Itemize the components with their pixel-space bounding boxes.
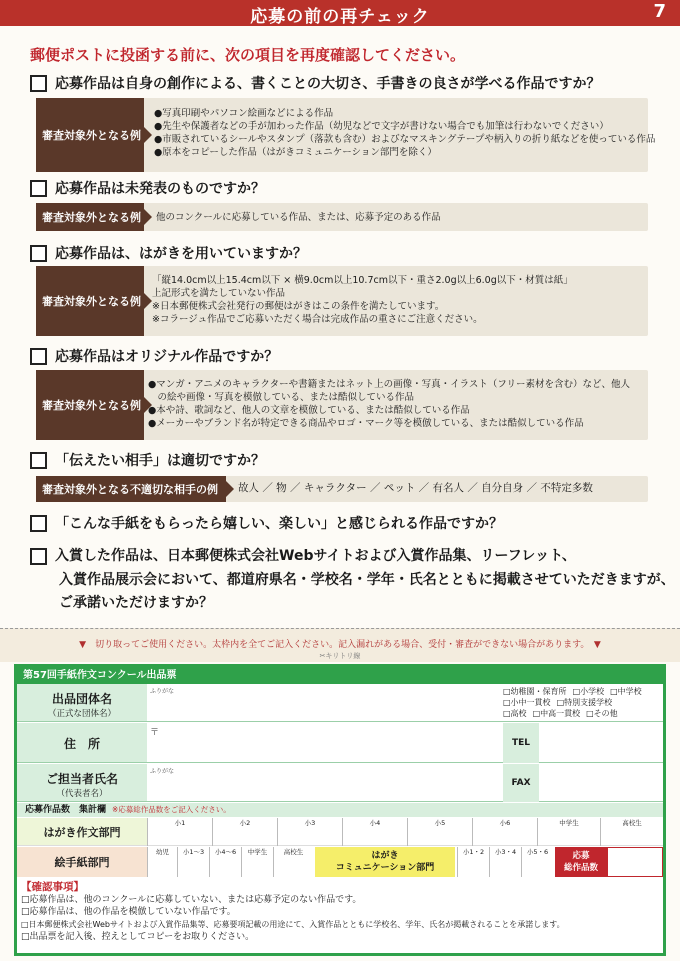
question-1: 応募作品は自身の創作による、書くことの大切さ、手書きの良さが学べる作品ですか？ [30, 73, 600, 93]
confirm-item[interactable]: □日本郵便株式会社Webサイトおよび入賞作品集等、応募要項記載の用途にて、入賞作品とともに学校名、学年、氏名が掲載されることを承諾します。 [21, 919, 565, 929]
count-cell[interactable]: 小4 [342, 818, 407, 846]
count-header: 応募作品数 集計欄 ※応募総作品数をご記入ください。 [17, 803, 663, 817]
question-5: 「伝えたい相手」は適切ですか？ [30, 450, 265, 470]
confirm-item[interactable]: □出品票を記入後、控えとしてコピーをお取りください。 [21, 932, 255, 942]
confirm-section [17, 881, 663, 944]
tel-input[interactable] [541, 723, 661, 763]
example-tag: 審査対象外となる例 [36, 266, 144, 336]
school-type-checks[interactable]: □幼稚園・保育所 □小学校 □中学校 □小中一貫校 □特別支援学校 □高校 □中高一貫校 □その他 [503, 687, 642, 718]
question-7: 入賞した作品は、日本郵便株式会社Webサイトおよび入賞作品集、リーフレット、 入賞作品展示会において、都道府県名・学校名・学年・氏名とともに掲載させていただきますが、 ご承諾いただけますか？ [30, 545, 675, 615]
org-row: 出品団体名 （正式な団体名） ふりがな □幼稚園・保育所 □小学校 □中学校 □小中一貫校 □特別支援学校 □高校 □中高一貫校 □その他 [17, 684, 663, 722]
example-band-5 [36, 476, 648, 502]
letter-label: 絵手紙部門 [17, 847, 147, 877]
count-cell[interactable]: 幼児 [147, 847, 177, 877]
count-cell[interactable]: 高校生 [600, 818, 663, 846]
checkbox[interactable] [30, 348, 47, 365]
example-text: ●写真印刷やパソコン絵画などによる作品 ●先生や保護者などの手が加わった作品（幼児などで文字が書けない場合でも加筆は行わないでください） ●市販されているシールやスタンプ（落款も含む）およびなマスキングテープや柄入りの折り紙などを使っている作品 ●原本をコピーした作品（はがきコミュニケーション部門を除く） [154, 108, 656, 158]
entry-form [14, 664, 666, 956]
question-6: 「こんな手紙をもらったら嬉しい、楽しい」と感じられる作品ですか？ [30, 513, 503, 533]
count-cell[interactable]: 中学生 [537, 818, 600, 846]
count-cell[interactable]: 小3 [277, 818, 342, 846]
address-row: 住 所 〒 TEL [17, 723, 663, 763]
example-tag: 審査対象外となる不適切な相手の例 [36, 476, 226, 502]
count-cell[interactable]: 小3・4 [489, 847, 521, 877]
count-cell[interactable]: 小1 [147, 818, 212, 846]
example-band-2 [36, 203, 648, 231]
org-label: 出品団体名 （正式な団体名） [17, 684, 147, 721]
example-text: 故人 ／ 物 ／ キャラクター ／ ペット ／ 有名人 ／ 自分自身 ／ 不特定多数 [238, 482, 593, 494]
form-title: 第57回手紙作文コンクール出品票 [17, 667, 663, 684]
intro-text: 郵便ポストに投函する前に、次の項目を再度確認してください。 [30, 46, 466, 64]
tel-label: TEL [503, 723, 539, 763]
checkbox[interactable] [30, 548, 47, 565]
fax-input[interactable] [541, 764, 661, 802]
checkbox[interactable] [30, 180, 47, 197]
comm-label: はがき コミュニケーション部門 [315, 847, 455, 877]
scissors-label: ✂キリトリ線 [319, 652, 361, 660]
example-band-3 [36, 266, 648, 336]
letter-row [17, 847, 663, 877]
count-cell[interactable]: 小6 [472, 818, 537, 846]
count-cell[interactable]: 小1〜3 [177, 847, 209, 877]
checkbox[interactable] [30, 245, 47, 262]
contact-row: ご担当者氏名 （代表者名） ふりがな FAX [17, 764, 663, 802]
page-number: 7 [653, 1, 666, 22]
question-4: 応募作品はオリジナル作品ですか？ [30, 346, 278, 366]
example-text: 他のコンクールに応募している作品、または、応募予定のある作品 [156, 212, 441, 223]
confirm-item[interactable]: □応募作品は、他の作品を模倣していない作品です。 [21, 907, 236, 917]
count-cell[interactable]: 中学生 [241, 847, 273, 877]
total-label: 応募 総作品数 [555, 847, 607, 877]
count-cell[interactable]: 高校生 [273, 847, 313, 877]
cut-line [0, 628, 680, 662]
postcard-row [17, 818, 663, 846]
contact-input[interactable] [150, 764, 500, 802]
count-cell[interactable]: 小5・6 [521, 847, 553, 877]
total-input[interactable] [607, 847, 663, 877]
question-3: 応募作品は、はがきを用いていますか？ [30, 243, 307, 263]
cut-notice: ▼ 切り取ってご使用ください。太枠内を全てご記入ください。記入漏れがある場合、受付・審査ができない場合があります。 ▼ [79, 640, 601, 650]
checkbox[interactable] [30, 75, 47, 92]
page-header [0, 0, 680, 26]
example-text: 「縦14.0cm以上15.4cm以下 × 横9.0cm以上10.7cm以下・重さ2.0g以上6.0g以下・材質は紙」 上記形式を満たしていない作品 ※日本郵便株式会社発行の郵便はがきはこの条件を満たしています。 ※コラージュ作品でご応募いただく場合は完成作品の重さにご注意ください。 [152, 275, 573, 325]
postcard-label: はがき作文部門 [17, 818, 147, 845]
count-cell[interactable]: 小5 [407, 818, 472, 846]
count-cell[interactable]: 小2 [212, 818, 277, 846]
example-tag: 審査対象外となる例 [36, 98, 144, 172]
checkbox[interactable] [30, 515, 47, 532]
contact-label: ご担当者氏名 （代表者名） [17, 764, 147, 801]
fax-label: FAX [503, 764, 539, 802]
confirm-item[interactable]: □応募作品は、他のコンクールに応募していない、または応募予定のない作品です。 [21, 894, 362, 905]
example-text: ●マンガ・アニメのキャラクターや書籍またはネット上の画像・写真・イラスト（フリー素材を含む）など、他人 の絵や画像・写真を模倣している、または酷似している作品 ●本や詩、歌詞など、他人の文章を模倣している、または酷似している作品 ●メーカーやブランド名が特定できる商品やロゴ・マーク等を模倣している、または酷似している作品 [148, 379, 630, 429]
address-input[interactable] [150, 723, 500, 763]
question-2: 応募作品は未発表のものですか？ [30, 178, 265, 198]
confirm-title: 【確認事項】 [21, 881, 84, 893]
org-input[interactable] [150, 684, 500, 722]
example-band-1 [36, 98, 656, 172]
page-title: 応募の前の再チェック [250, 7, 430, 27]
checkbox[interactable] [30, 452, 47, 469]
example-band-4 [36, 370, 648, 440]
count-cell[interactable]: 小4〜6 [209, 847, 241, 877]
example-tag: 審査対象外となる例 [36, 370, 144, 440]
example-tag: 審査対象外となる例 [36, 203, 144, 231]
count-cell[interactable]: 小1・2 [457, 847, 489, 877]
address-label: 住 所 [17, 723, 147, 762]
